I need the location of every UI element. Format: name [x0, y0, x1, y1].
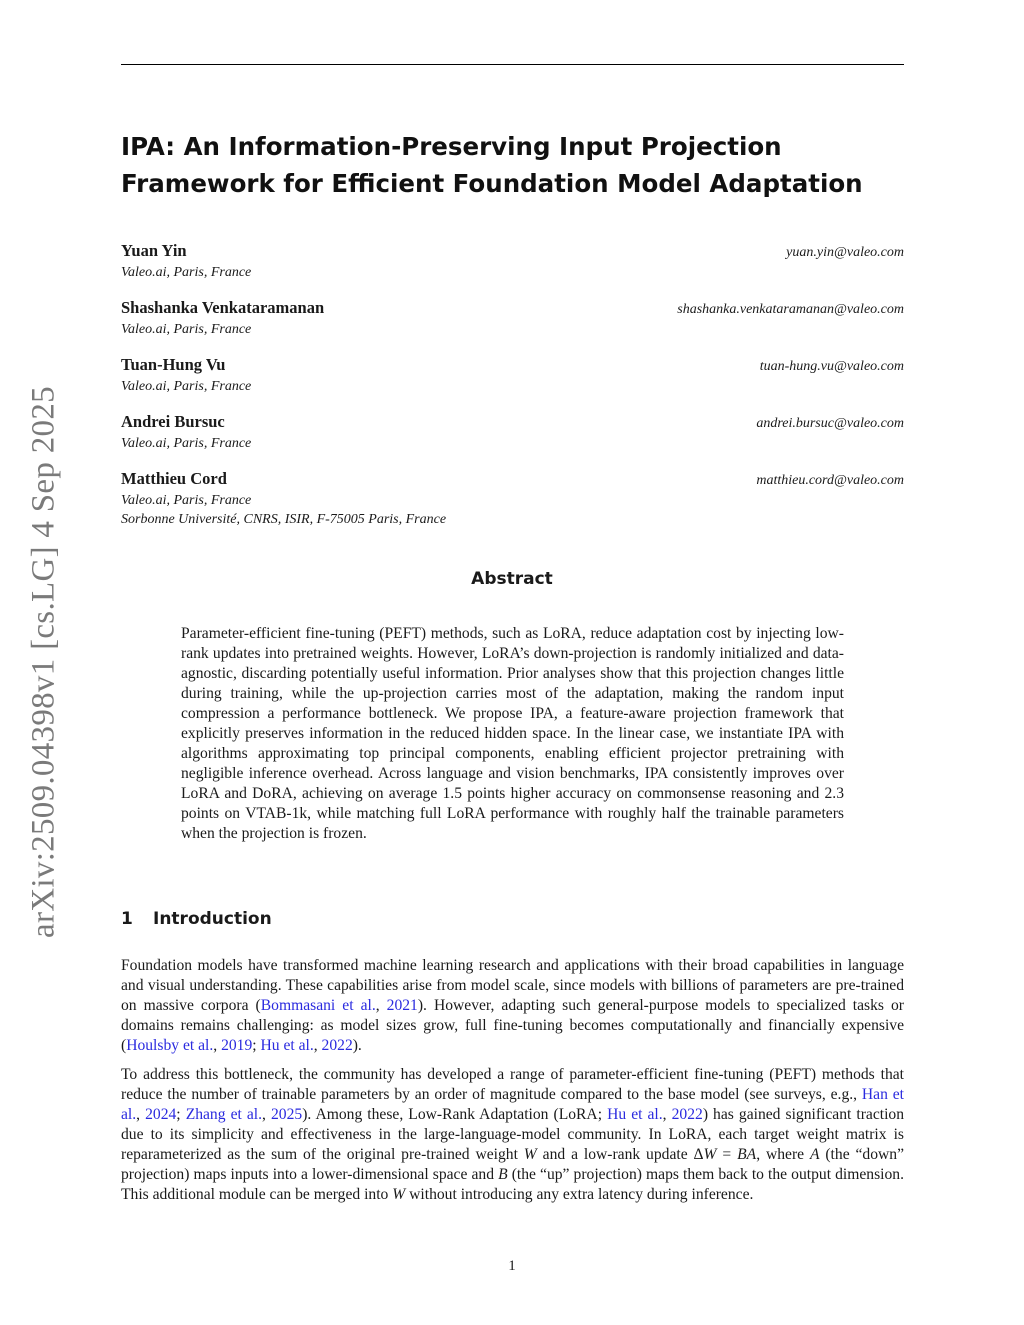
body-text	[121, 956, 904, 1214]
section-title: Introduction	[153, 909, 272, 929]
text-run: =	[716, 1146, 738, 1163]
text-run: ). However, adapting such general-purpose models to specialized tasks or domains remains challenging: as model sizes grow, full fine-tuning becomes computationally and financially expensive (	[121, 997, 904, 1054]
math-symbol: W	[523, 1146, 537, 1163]
paragraph	[121, 956, 904, 1056]
math-symbol: W	[392, 1186, 406, 1203]
author-affiliation: Valeo.ai, Paris, France	[121, 379, 252, 394]
author-email: yuan.yin@valeo.com	[786, 245, 904, 260]
author-affiliation: Valeo.ai, Paris, France	[121, 493, 252, 508]
text-run: ,	[136, 1106, 146, 1123]
author-block	[121, 469, 904, 529]
citation-link[interactable]: 2025	[271, 1106, 303, 1123]
text-run: ;	[252, 1037, 261, 1054]
author-affiliation: Sorbonne Université, CNRS, ISIR, F-75005 Paris, France	[121, 512, 447, 527]
text-run: ,	[313, 1037, 322, 1054]
text-run: , where	[756, 1146, 810, 1163]
author-block	[121, 412, 904, 453]
arxiv-stamp: arXiv:2509.04398v1 [cs.LG] 4 Sep 2025	[25, 386, 62, 938]
section-heading	[121, 909, 272, 929]
citation-link[interactable]: 2022	[321, 1037, 353, 1054]
author-email: matthieu.cord@valeo.com	[756, 473, 904, 488]
paper-title: IPA: An Information-Preserving Input Projection Framework for Efficient Foundation Model Adaptation	[121, 132, 863, 198]
citation-link[interactable]: 2022	[671, 1106, 703, 1123]
text-run: ).	[352, 1037, 362, 1054]
text-run: (the “down” projection) maps inputs into a lower-dimensional space and	[121, 1146, 904, 1183]
author-block	[121, 241, 904, 282]
math-symbol: BA	[737, 1146, 757, 1163]
text-run: ;	[176, 1106, 186, 1123]
author-email: shashanka.venkataramanan@valeo.com	[677, 302, 904, 317]
text-run: ,	[375, 997, 387, 1014]
text-run: ,	[662, 1106, 672, 1123]
author-affiliation: Valeo.ai, Paris, France	[121, 436, 252, 451]
section-number: 1	[121, 909, 133, 929]
text-run: Foundation models have transformed machine learning research and applications with their broad capabilities in language and visual understanding. These capabilities arise from model scale, since models with billions of parameters are pre-trained on massive corpora (	[121, 957, 904, 1014]
author-email: andrei.bursuc@valeo.com	[756, 416, 904, 431]
citation-link[interactable]: 2021	[386, 997, 418, 1014]
author-name: Tuan-Hung Vu	[121, 355, 226, 374]
math-symbol: W	[703, 1146, 717, 1163]
text-run: ,	[262, 1106, 271, 1123]
author-name: Yuan Yin	[121, 241, 187, 260]
text-run: without introducing any extra latency during inference.	[405, 1186, 754, 1203]
abstract-heading: Abstract	[471, 569, 553, 589]
author-list	[121, 241, 904, 545]
top-rule	[121, 64, 904, 65]
citation-link[interactable]: 2019	[221, 1037, 253, 1054]
math-symbol: A	[809, 1146, 820, 1163]
citation-link[interactable]: Hu et al.	[607, 1106, 663, 1123]
author-email: tuan-hung.vu@valeo.com	[759, 359, 904, 374]
author-name: Shashanka Venkataramanan	[121, 298, 325, 317]
text-run: and a low-rank update Δ	[536, 1146, 704, 1163]
math-symbol: B	[498, 1166, 508, 1183]
abstract-text: Parameter-efficient fine-tuning (PEFT) methods, such as LoRA, reduce adaptation cost by injecting low-rank updates into pretrained weights. However, LoRA’s down-projection is randomly initialized and data-agnostic, discarding potentially useful information. Prior analyses show that this projection changes little during training, while the up-projection carries most of the adaptation, making the random input compression a performance bottleneck. We propose IPA, a feature-aware projection framework that explicitly preserves information in the reduced hidden space. In the linear case, we instantiate IPA with algorithms approximating top principal components, enabling efficient projector pretraining with negligible inference overhead. Across language and vision benchmarks, IPA consistently improves over LoRA and DoRA, achieving on average 1.5 points higher accuracy on commonsense reasoning and 2.3 points on VTAB-1k, while matching full LoRA performance with roughly half the trainable parameters when the projection is frozen.	[181, 625, 844, 842]
text-run: ,	[213, 1037, 222, 1054]
citation-link[interactable]: Bommasani et al.	[260, 997, 376, 1014]
citation-link[interactable]: 2024	[145, 1106, 177, 1123]
text-run: To address this bottleneck, the community has developed a range of parameter-efficient fine-tuning (PEFT) methods that reduce the number of trainable parameters by an order of magnitude compared to the base model (see surveys, e.g.,	[121, 1066, 904, 1103]
citation-link[interactable]: Han et al.	[121, 1086, 904, 1123]
author-block	[121, 298, 904, 339]
citation-link[interactable]: Hu et al.	[260, 1037, 314, 1054]
text-run: ) has gained significant traction due to its simplicity and effectiveness in the large-language-model community. In LoRA, each target weight matrix is reparameterized as the sum of the original pre-trained weight	[121, 1106, 905, 1163]
text-run: (the “up” projection) maps them back to the output dimension. This additional module can be merged into	[121, 1166, 904, 1203]
author-name: Matthieu Cord	[121, 469, 227, 488]
page-number: 1	[508, 1258, 516, 1274]
text-run: ). Among these, Low-Rank Adaptation (LoRA;	[302, 1106, 608, 1123]
author-block	[121, 355, 904, 396]
author-name: Andrei Bursuc	[121, 412, 225, 431]
author-affiliation: Valeo.ai, Paris, France	[121, 322, 252, 337]
citation-link[interactable]: Houlsby et al.	[126, 1037, 214, 1054]
author-affiliation: Valeo.ai, Paris, France	[121, 265, 252, 280]
citation-link[interactable]: Zhang et al.	[185, 1106, 263, 1123]
paragraph	[121, 1065, 904, 1205]
